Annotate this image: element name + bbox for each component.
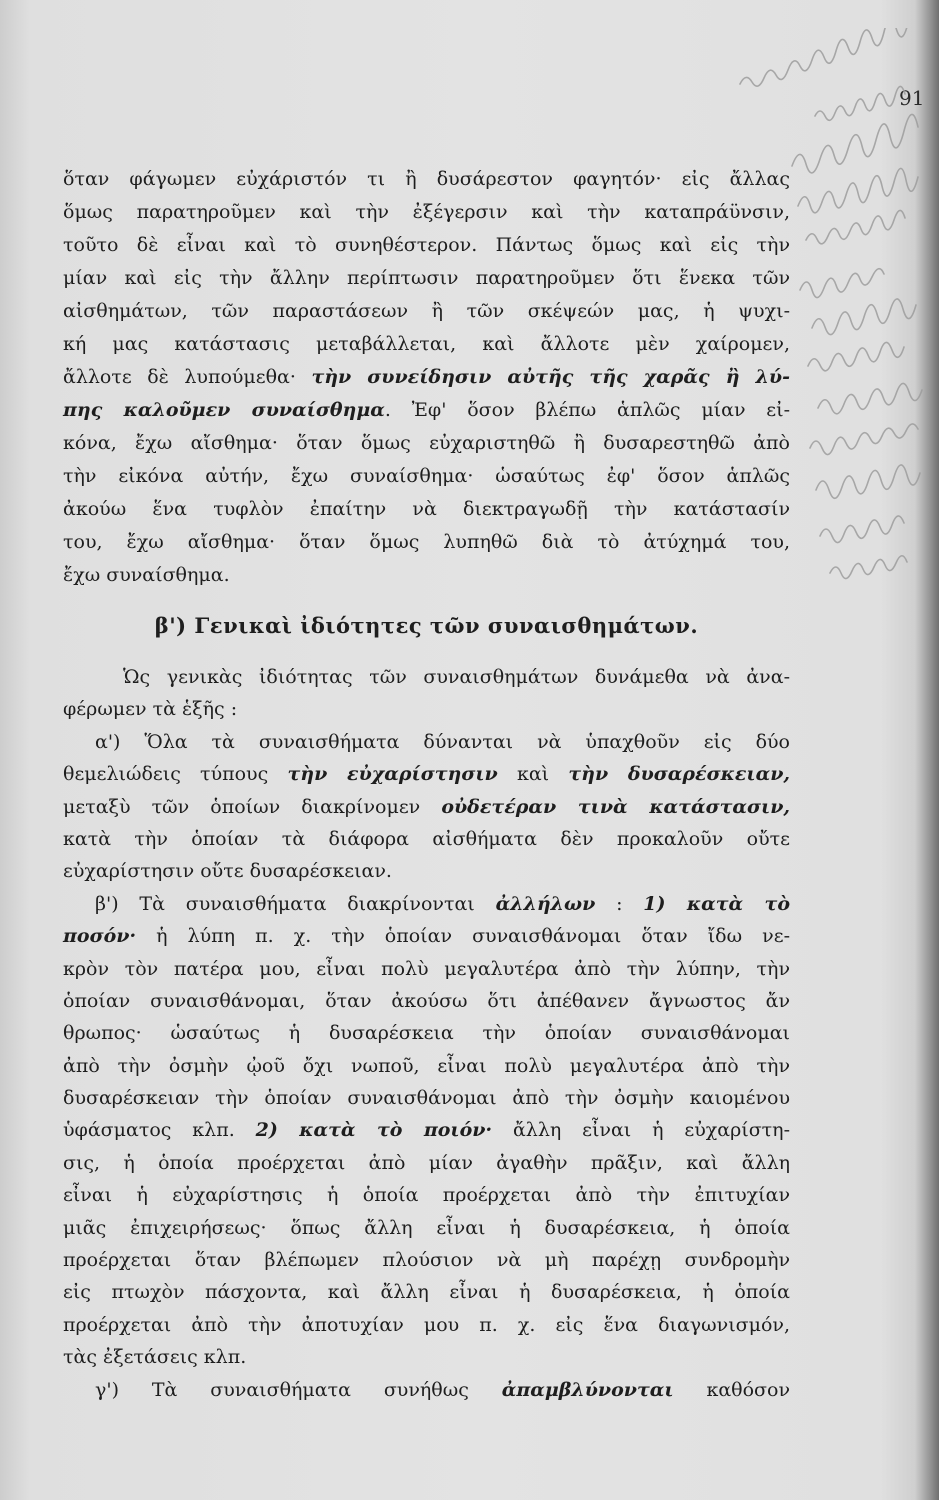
text-line xyxy=(63,888,790,920)
line-text: θεμελιώδεις τύπους xyxy=(63,763,288,786)
line-text: κατὰ τὴν ὁποίαν τὰ διάφορα αἰσθήματα δὲν προκαλοῦν οὔτε xyxy=(63,827,790,850)
line-text: κή μας κατάστασις μεταβάλλεται, καὶ ἄλλοτε μὲν χαίρομεν, xyxy=(63,333,790,355)
text-line xyxy=(63,1341,790,1373)
text-line xyxy=(63,1212,790,1244)
text-line xyxy=(63,1179,790,1211)
text-line xyxy=(63,1114,790,1146)
line-text: β') Τὰ συναισθήματα διακρίνονται xyxy=(95,892,496,915)
text-line xyxy=(63,262,790,295)
text-line xyxy=(63,920,790,952)
emphasized-text: ἀλλήλων xyxy=(495,892,596,915)
line-text: ἄλλη εἶναι ἡ εὐχαρίστη- xyxy=(492,1119,790,1142)
text-line xyxy=(63,693,790,725)
text-line xyxy=(63,295,790,328)
text-line xyxy=(63,427,790,460)
text-line xyxy=(63,229,790,262)
line-text: εὐχαρίστησιν οὔτε δυσαρέσκειαν. xyxy=(63,860,392,883)
page-number: 91 xyxy=(899,86,925,110)
line-text: εἰς πτωχὸν πάσχοντα, καὶ ἄλλη εἶναι ἡ δυσαρέσκεια, ἡ ὁποία xyxy=(63,1281,790,1304)
line-text: καθόσον xyxy=(673,1378,790,1401)
text-line xyxy=(63,460,790,493)
text-line xyxy=(63,394,790,427)
line-text: τὴν εἰκόνα αὐτήν, ἔχω συναίσθημα· ὡσαύτως ἐφ' ὅσον ἁπλῶς xyxy=(63,465,790,487)
text-body-section-1 xyxy=(63,163,790,592)
text-line xyxy=(63,526,790,559)
text-line xyxy=(63,953,790,985)
text-line xyxy=(63,823,790,855)
line-text: μιᾶς ἐπιχειρήσεως· ὅπως ἄλλη εἶναι ἡ δυσαρέσκεια, ἡ ὁποία xyxy=(63,1216,790,1239)
text-line xyxy=(63,726,790,758)
text-line xyxy=(63,791,790,823)
text-line xyxy=(63,985,790,1017)
text-line xyxy=(63,196,790,229)
line-text: κρὸν τὸν πατέρα μου, εἶναι πολὺ μεγαλυτέρα ἀπὸ τὴν λύπην, τὴν xyxy=(63,957,790,980)
line-text: δυσαρέσκειαν τὴν ὁποίαν συναισθάνομαι ἀπὸ τὴν ὀσμὴν καιομένου xyxy=(63,1087,790,1110)
text-line xyxy=(63,361,790,394)
line-text: Ὡς γενικὰς ἰδιότητας τῶν συναισθημάτων δυνάμεθα νὰ ἀνα- xyxy=(123,666,790,688)
line-text: ἄλλοτε δὲ λυπούμεθα· xyxy=(63,366,312,388)
emphasized-text: τὴν δυσαρέσκειαν, xyxy=(568,763,791,786)
text-line xyxy=(63,1276,790,1308)
text-line xyxy=(63,328,790,361)
emphasized-text: τὴν συνείδησιν αὐτῆς τῆς χαρᾶς ἢ λύ- xyxy=(311,366,790,388)
emphasized-text: ποσόν· xyxy=(63,925,137,948)
text-line xyxy=(63,1017,790,1049)
text-line xyxy=(63,855,790,887)
line-text: ἡ λύπη π. χ. τὴν ὁποίαν συναισθάνομαι ὅταν ἴδω νε- xyxy=(136,925,790,948)
line-text: φέρωμεν τὰ ἑξῆς : xyxy=(63,698,238,721)
line-text: προέρχεται ὅταν βλέπωμεν πλούσιον νὰ μὴ παρέχῃ συνδρομὴν xyxy=(63,1249,790,1272)
line-text: ὑφάσματος κλπ. xyxy=(63,1119,256,1142)
line-text: ὁποίαν συναισθάνομαι, ὅταν ἀκούσω ὅτι ἀπέθανεν ἄγνωστος ἄν xyxy=(63,989,790,1012)
emphasized-text: τὴν εὐχαρίστησιν xyxy=(287,763,498,786)
text-line xyxy=(63,493,790,526)
line-text: ὅταν φάγωμεν εὐχάριστόν τι ἢ δυσάρεστον φαγητόν· εἰς ἄλλας xyxy=(63,168,790,190)
line-text: προέρχεται ἀπὸ τὴν ἀποτυχίαν μου π. χ. εἰς ἕνα διαγωνισμόν, xyxy=(63,1313,790,1336)
text-line xyxy=(63,661,790,693)
line-text: μίαν καὶ εἰς τὴν ἄλλην περίπτωσιν παρατηροῦμεν ὅτι ἕνεκα τῶν xyxy=(63,267,790,289)
text-line xyxy=(63,758,790,790)
line-text: τὰς ἐξετάσεις κλπ. xyxy=(63,1346,247,1369)
line-text: . Ἐφ' ὅσον βλέπω ἁπλῶς μίαν εἰ- xyxy=(384,399,790,421)
line-text: ὅμως παρατηροῦμεν καὶ τὴν ἐξέγερσιν καὶ τὴν καταπράϋνσιν, xyxy=(63,201,790,223)
line-text: αἰσθημάτων, τῶν παραστάσεων ἢ τῶν σκέψεών μας, ἡ ψυχι- xyxy=(63,300,790,322)
line-text: ἀπὸ τὴν ὀσμὴν ᾠοῦ ὄχι νωποῦ, εἶναι πολὺ μεγαλυτέρα ἀπὸ τὴν xyxy=(63,1054,790,1077)
line-text: καὶ xyxy=(497,763,569,786)
emphasized-text: οὐδετέραν τινὰ κατάστασιν, xyxy=(441,795,790,818)
line-text: σις, ἡ ὁποία προέρχεται ἀπὸ μίαν ἀγαθὴν πρᾶξιν, καὶ ἄλλη xyxy=(63,1151,790,1174)
text-line xyxy=(63,1147,790,1179)
section-heading: β') Γενικαὶ ἰδιότητες τῶν συναισθημάτων. xyxy=(154,613,699,638)
text-line xyxy=(63,1244,790,1276)
text-line xyxy=(63,163,790,196)
line-text: εἶναι ἡ εὐχαρίστησις ἡ ὁποία προέρχεται ἀπὸ τὴν ἐπιτυχίαν xyxy=(63,1184,790,1207)
line-text: μεταξὺ τῶν ὁποίων διακρίνομεν xyxy=(63,795,442,818)
text-line xyxy=(63,1050,790,1082)
line-text: κόνα, ἔχω αἴσθημα· ὅταν ὅμως εὐχαριστηθῶ ἢ δυσαρεστηθῶ ἀπὸ xyxy=(63,432,790,454)
line-text: α') Ὅλα τὰ συναισθήματα δύνανται νὰ ὑπαχθοῦν εἰς δύο xyxy=(95,730,790,753)
emphasized-text: ἀπαμβλύνονται xyxy=(501,1378,674,1401)
line-text: : xyxy=(595,892,644,915)
line-text: γ') Τὰ συναισθήματα συνήθως xyxy=(95,1378,502,1401)
line-text: θρωπος· ὡσαύτως ἡ δυσαρέσκεια τὴν ὁποίαν συναισθάνομαι xyxy=(63,1022,790,1045)
text-line xyxy=(63,559,790,592)
emphasized-text: πης καλοῦμεν συναίσθημα xyxy=(63,399,385,421)
line-text: τοῦτο δὲ εἶναι καὶ τὸ συνηθέστερον. Πάντως ὅμως καὶ εἰς τὴν xyxy=(63,234,790,256)
line-text: του, ἔχω αἴσθημα· ὅταν ὅμως λυπηθῶ διὰ τὸ ἀτύχημά του, xyxy=(63,531,790,553)
emphasized-text: 2) κατὰ τὸ ποιόν· xyxy=(255,1119,493,1142)
text-line xyxy=(63,1374,790,1406)
emphasized-text: 1) κατὰ τὸ xyxy=(643,892,790,915)
line-text: ἔχω συναίσθημα. xyxy=(63,564,230,586)
text-line xyxy=(63,1309,790,1341)
line-text: ἀκούω ἕνα τυφλὸν ἐπαίτην νὰ διεκτραγωδῇ τὴν κατάστασίν xyxy=(63,498,790,520)
text-body-section-2 xyxy=(63,661,790,1406)
text-line xyxy=(63,1082,790,1114)
